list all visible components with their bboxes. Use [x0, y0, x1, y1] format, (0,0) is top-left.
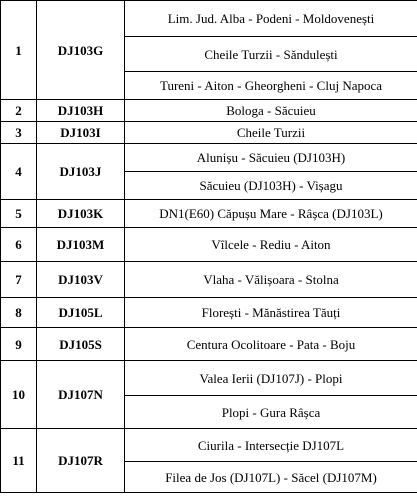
route-cell: Vîlcele - Rediu - Aiton — [125, 228, 417, 262]
road-code: DJ105L — [37, 298, 125, 328]
table-row — [1, 144, 417, 172]
road-code: DJ103H — [37, 100, 125, 122]
table-row — [1, 361, 417, 396]
route-cell: Centura Ocolitoare - Pata - Boju — [125, 328, 417, 361]
route-cell: Lim. Jud. Alba - Podeni - Moldovenești — [125, 1, 417, 37]
table-row — [1, 298, 417, 328]
row-number: 10 — [1, 361, 37, 429]
route-cell: Filea de Jos (DJ107L) - Săcel (DJ107M) — [125, 462, 417, 493]
table-row — [1, 122, 417, 144]
route-cell: Cheile Turzii — [125, 122, 417, 144]
route-cell: Florești - Mănăstirea Tăuți — [125, 298, 417, 328]
road-code: DJ103G — [37, 1, 125, 100]
road-code: DJ107R — [37, 429, 125, 493]
route-cell: Cheile Turzii - Săndulești — [125, 37, 417, 72]
route-cell: Plopi - Gura Râșca — [125, 396, 417, 429]
route-cell: Săcuieu (DJ103H) - Vișagu — [125, 172, 417, 200]
table-row — [1, 262, 417, 298]
table-row — [1, 200, 417, 228]
row-number: 11 — [1, 429, 37, 493]
route-cell: Tureni - Aiton - Gheorgheni - Cluj Napoca — [125, 72, 417, 100]
row-number: 7 — [1, 262, 37, 298]
table-row — [1, 429, 417, 462]
route-cell: DN1(E60) Căpușu Mare - Râșca (DJ103L) — [125, 200, 417, 228]
row-number: 8 — [1, 298, 37, 328]
route-cell: Alunișu - Săcuieu (DJ103H) — [125, 144, 417, 172]
table-row — [1, 328, 417, 361]
row-number: 2 — [1, 100, 37, 122]
route-cell: Vlaha - Vălișoara - Stolna — [125, 262, 417, 298]
road-code: DJ103V — [37, 262, 125, 298]
road-code: DJ107N — [37, 361, 125, 429]
row-number: 9 — [1, 328, 37, 361]
row-number: 3 — [1, 122, 37, 144]
road-code: DJ103M — [37, 228, 125, 262]
table-row — [1, 100, 417, 122]
road-code: DJ103J — [37, 144, 125, 200]
row-number: 1 — [1, 1, 37, 100]
row-number: 6 — [1, 228, 37, 262]
route-cell: Ciurila - Intersecție DJ107L — [125, 429, 417, 462]
road-code: DJ103I — [37, 122, 125, 144]
road-code: DJ105S — [37, 328, 125, 361]
table-row — [1, 228, 417, 262]
table-row — [1, 1, 417, 37]
road-code: DJ103K — [37, 200, 125, 228]
row-number: 4 — [1, 144, 37, 200]
route-cell: Valea Ierii (DJ107J) - Plopi — [125, 361, 417, 396]
route-cell: Bologa - Săcuieu — [125, 100, 417, 122]
row-number: 5 — [1, 200, 37, 228]
